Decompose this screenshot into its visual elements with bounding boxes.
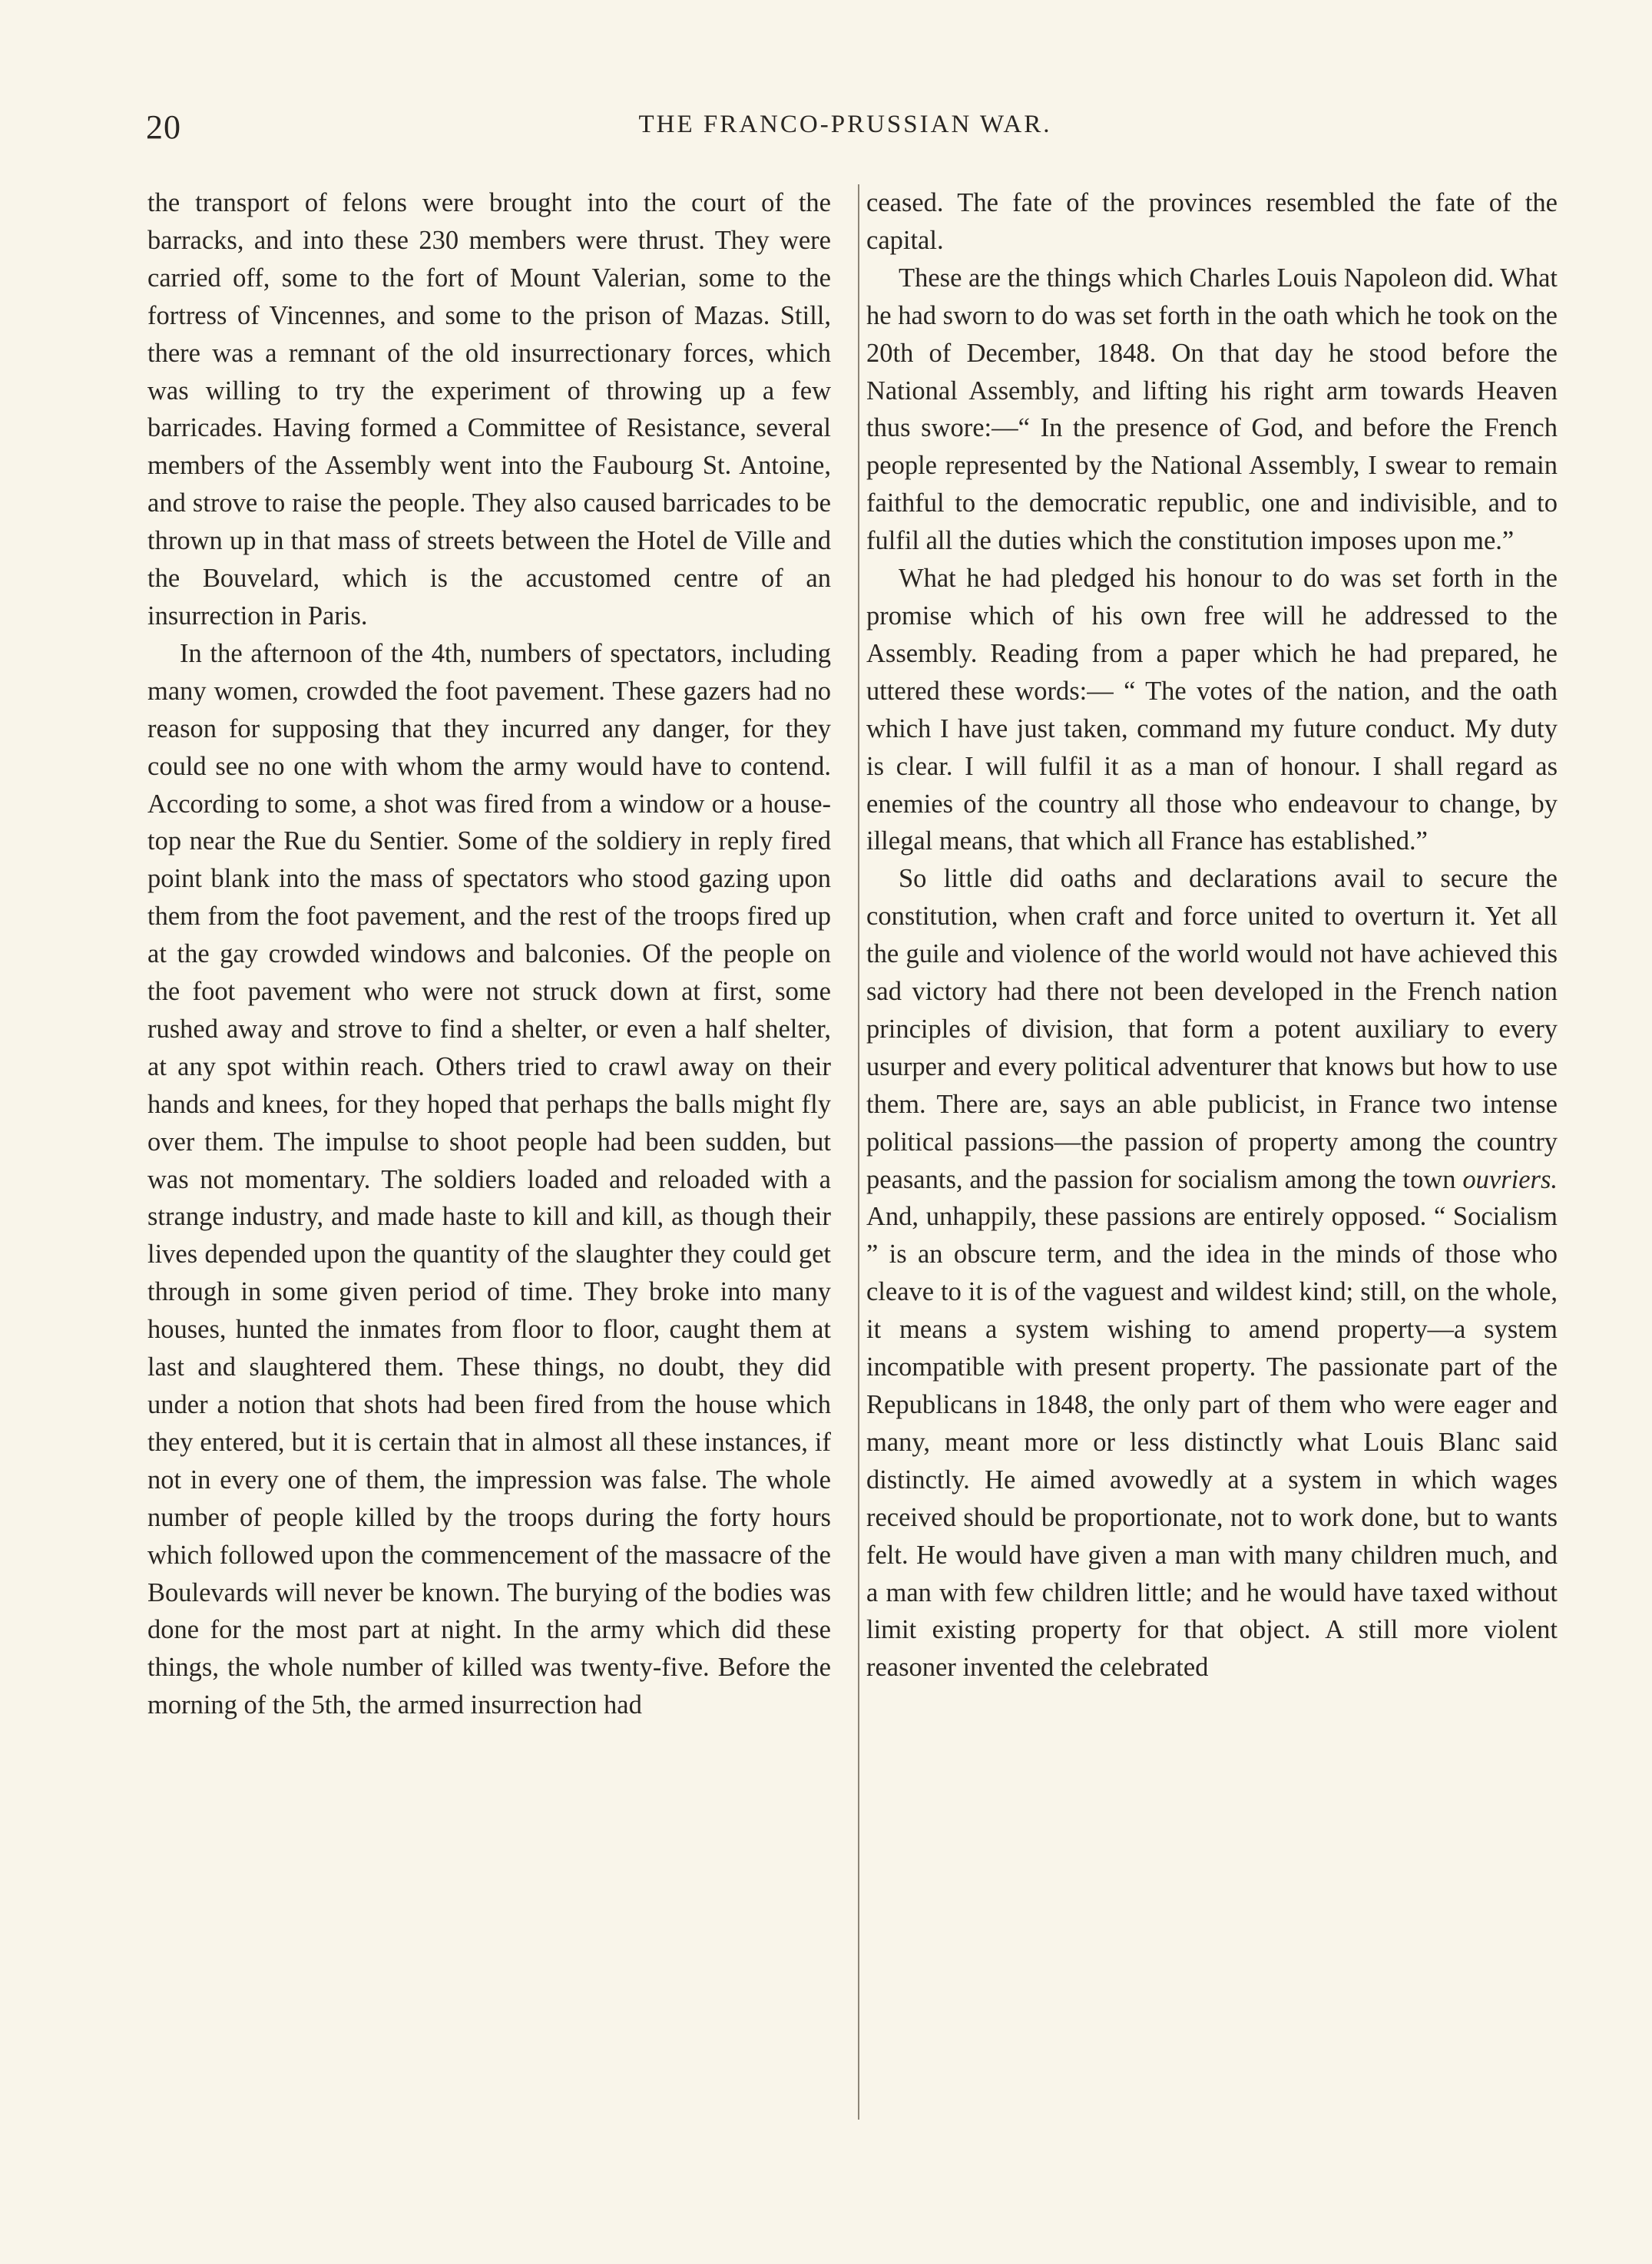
paragraph-text: So little did oaths and declarations avail to secure the constitution, when craft and force united to overturn it. Yet all the guile and violence of the world would not have achieved this sad victory had there not been developed in the French nation principles of division, that form a potent auxiliary to every usurper and every political adventurer that knows but how to use them. There are, says an able publicist, in France two intense political passions—the passion of property among the country peasants, and the passion for socialism among the town [866, 864, 1558, 1194]
left-column [147, 184, 831, 1724]
paragraph: In the afternoon of the 4th, numbers of spectators, including many women, crowded the foot pavement. These gazers had no reason for supposing that they incurred any danger, for they could see no one with whom the army would have to contend. According to some, a shot was fired from a window or a house-top near the Rue du Sentier. Some of the soldiery in reply fired point blank into the mass of spectators who stood gazing upon them from the foot pavement, and the rest of the troops fired up at the gay crowded windows and balconies. Of the people on the foot pavement who were not struck down at first, some rushed away and strove to find a shelter, or even a half shelter, at any spot within reach. Others tried to crawl away on their hands and knees, for they hoped that perhaps the balls might fly over them. The impulse to shoot people had been sudden, but was not momentary. The soldiers loaded and reloaded with a strange industry, and made haste to kill and kill, as though their lives depended upon the quantity of the slaughter they could get through in some given period of time. They broke into many houses, hunted the inmates from floor to floor, caught them at last and slaughtered them. These things, no doubt, they did under a notion that shots had been fired from the house which they entered, but it is certain that in almost all these instances, if not in every one of them, the impression was false. The whole number of people killed by the troops during the forty hours which followed upon the commencement of the massacre of the Boulevards will never be known. The burying of the bodies was done for the most part at night. In the army which did these things, the whole number of killed was twenty-five. Before the morning of the 5th, the armed insurrection had [147, 638, 831, 1720]
paragraph: ceased. The fate of the provinces resembled the fate of the capital. [866, 188, 1558, 255]
page-number: 20 [146, 108, 181, 146]
italic-term: ouvriers. [1462, 1164, 1558, 1194]
paragraph: What he had pledged his honour to do was set forth in the promise which of his own free will he addressed to the Assembly. Reading from a paper which he had prepared, he uttered these words:— “ The votes of the nation, and the oath which I have just taken, command my future conduct. My duty is clear. I will fulfil it as a man of honour. I shall regard as enemies of the country all those who endeavour to change, by illegal means, that which all France has established.” [866, 564, 1558, 856]
paragraph: These are the things which Charles Louis Napoleon did. What he had sworn to do was set forth in the oath which he took on the 20th of December, 1848. On that day he stood before the National Assembly, and lifting his right arm towards Heaven thus swore:—“ In the presence of God, and before the French people represented by the National Assembly, I swear to remain faithful to the democratic republic, one and indivisible, and to fulfil all the duties which the constitution imposes upon me.” [866, 263, 1558, 556]
running-title: THE FRANCO-PRUSSIAN WAR. [638, 111, 1052, 138]
paragraph-text: And, unhappily, these passions are entirely opposed. “ Socialism ” is an obscure term, and the idea in the minds of those who cleave to it is of the vaguest and wildest kind; still, on the whole, it means a system wishing to amend property—a system incompatible with present property. The passionate part of the Republicans in 1848, the only part of them who were eager and many, meant more or less distinctly what Louis Blanc said distinctly. He aimed avowedly at a system in which wages received should be proportionate, not to work done, but to wants felt. He would have given a man with many children much, and a man with few children little; and he would have taxed without limit existing property for that object. A still more violent reasoner invented the celebrated [866, 1202, 1558, 1683]
page-header [146, 108, 1544, 154]
right-column [866, 184, 1558, 1686]
column-divider [858, 184, 859, 2120]
paragraph [866, 860, 1558, 1686]
paragraph: the transport of felons were brought into the court of the barracks, and into these 230 members were thrust. They were carried off, some to the fort of Mount Valerian, some to the fortress of Vincennes, and some to the prison of Mazas. Still, there was a remnant of the old insurrectionary forces, which was willing to try the experiment of throwing up a few barricades. Having formed a Committee of Resistance, several members of the Assembly went into the Faubourg St. Antoine, and strove to raise the people. They also caused barricades to be thrown up in that mass of streets between the Hotel de Ville and the Bouvelard, which is the accustomed centre of an insurrection in Paris. [147, 188, 831, 631]
